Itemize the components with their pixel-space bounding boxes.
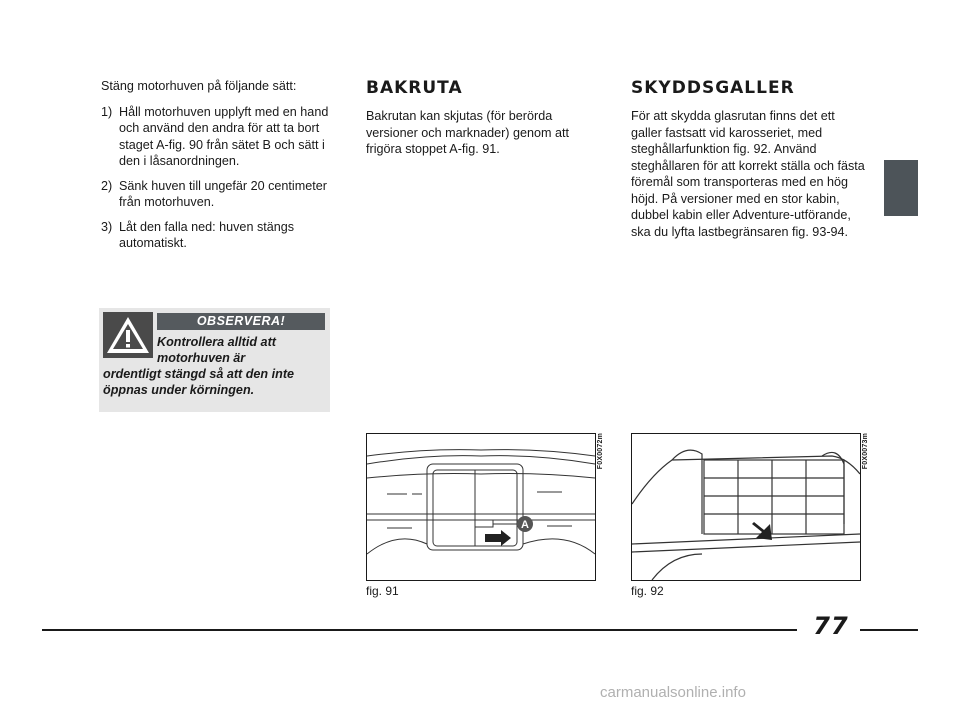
arrow-right-icon (485, 530, 511, 546)
footer-rule-left (42, 629, 797, 631)
bakruta-section (366, 78, 601, 158)
rear-window-illustration (367, 434, 595, 580)
section-body: För att skydda glasrutan finns det ett galler fastsatt vid karosseriet, med steghållarfunktion fig. 92. Använd steghållaren för att korrekt ställa och fästa föremål som transporteras med en hög höjd. På versioner med en stor kabin, dubbel kabin eller Adventure-utförande, ska du lyfta lastbegränsaren fig. 93-94. (631, 109, 865, 239)
intro-lead: Stäng motorhuven på följande sätt: (101, 79, 297, 93)
figure-92 (631, 433, 861, 581)
callout-label: A (521, 519, 529, 531)
warning-text-continued: ordentligt stängd så att den inte öppnas under körningen. (103, 367, 295, 397)
list-item: 2) Sänk huven till ungefär 20 centimeter från motorhuven. (101, 178, 327, 209)
figure-code: F0X0073m (862, 433, 869, 470)
skyddsgaller-section (631, 78, 866, 240)
section-heading: SKYDDSGALLER (631, 78, 795, 98)
arrow-down-right-icon (752, 522, 772, 540)
watermark: carmanualsonline.info (600, 684, 746, 701)
section-body: Bakrutan kan skjutas (för berörda versioner och marknader) genom att frigöra stoppet A-fig. 91. (366, 109, 569, 156)
warning-box (99, 308, 330, 412)
list-item: 3) Låt den falla ned: huven stängs automatiskt. (101, 219, 295, 250)
protective-grille-illustration (632, 434, 860, 580)
warning-triangle-icon (103, 312, 153, 358)
footer-rule-right (860, 629, 918, 631)
chapter-tab (884, 160, 918, 216)
warning-text: Kontrollera alltid att motorhuven är (157, 335, 276, 365)
warning-title: OBSERVERA! (157, 313, 325, 330)
intro-section (101, 78, 331, 260)
figure-code: F0X0072m (597, 433, 604, 470)
figure-caption: fig. 92 (631, 584, 664, 598)
figure-91 (366, 433, 596, 581)
figure-caption: fig. 91 (366, 584, 399, 598)
section-heading: BAKRUTA (366, 78, 463, 98)
page-number: 77 (813, 612, 849, 640)
steps-list (101, 104, 331, 252)
list-item: 1) Håll motorhuven upplyft med en hand och använd den andra för att ta bort staget A-fig. 90 från sätet B och sätt i den i låsanordningen. (101, 104, 329, 168)
